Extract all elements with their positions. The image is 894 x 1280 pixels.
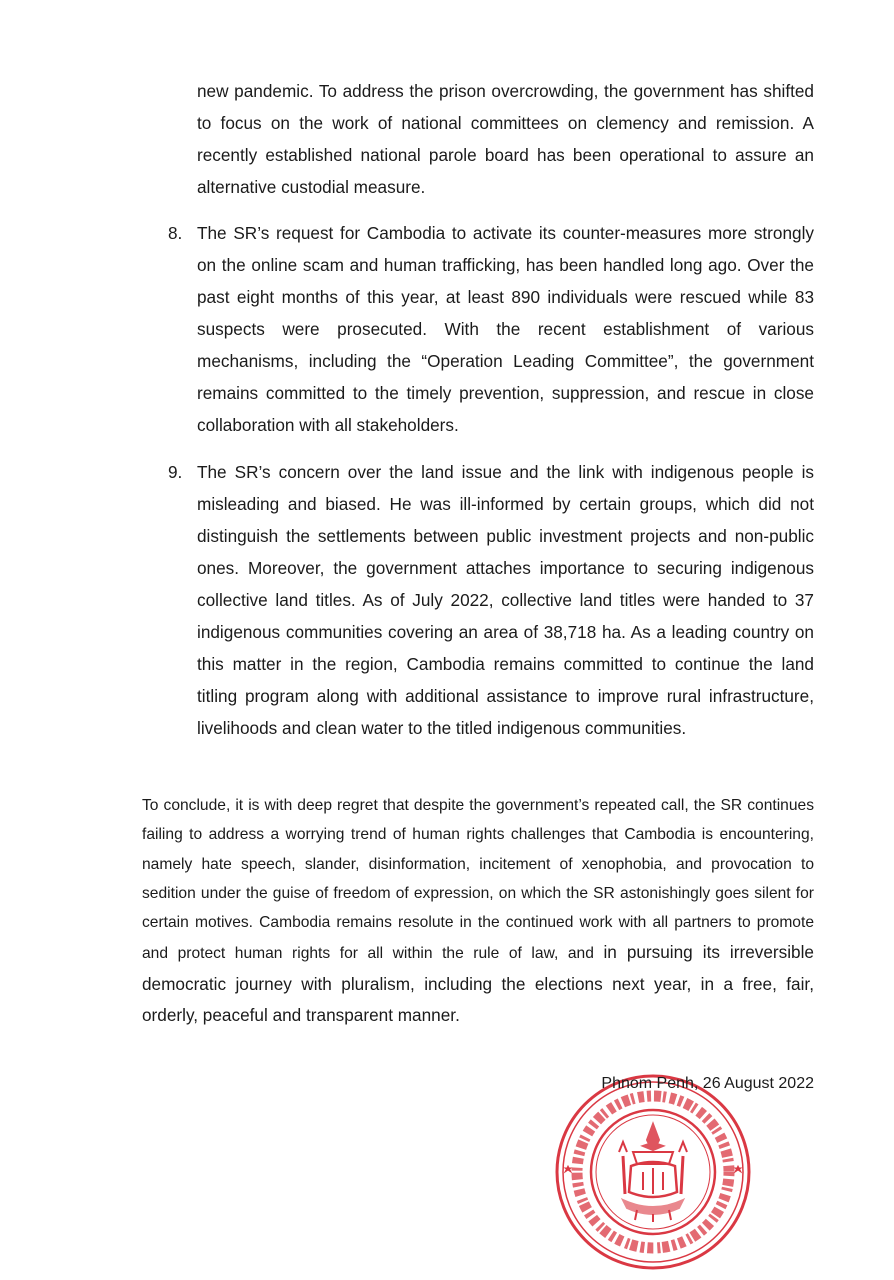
list-item-number: 8. [168,223,183,243]
list-item-text: The SR’s request for Cambodia to activate its counter-measures more strongly on the online scam and human trafficking, has been handled long ago. Over the past eight months of this year, at least 890 individuals were rescued while 83 suspects were prosecuted. With the recent establishment of various mechanisms, including the “Operation Leading Committee”, the government remains committed to the timely prevention, suppression, and rescue in close collaboration with all stakeholders. [197,223,814,435]
list-item-text: The SR’s concern over the land issue and the link with indigenous people is misleading and biased. He was ill-informed by certain groups, which did not distinguish the settlements between public investment projects and non-public ones. Moreover, the government attaches importance to securing indigenous collective land titles. As of July 2022, collective land titles were handed to 37 indigenous communities covering an area of 38,718 ha. As a leading country on this matter in the region, Cambodia remains committed to continue the land titling program along with additional assistance to improve rural infrastructure, livelihoods and clean water to the titled indigenous communities. [197,462,814,738]
list-item-number: 9. [168,462,183,482]
place-date: Phnom Penh, 26 August 2022 [601,1075,814,1092]
conclusion-paragraph [142,791,814,1032]
list-item-9 [160,456,814,744]
intro-paragraph: new pandemic. To address the prison overcrowding, the government has shifted to focus on the work of national committees on clemency and remission. A recently established national parole board has been operational to assure an alternative custodial measure. [197,81,814,197]
list-item-8 [160,217,814,441]
official-seal-icon [553,1072,753,1272]
conclusion-text-end: in pursuing its irreversible democratic journey with pluralism, including the elections next year, in a free, fair, orderly, peaceful and transparent manner. [142,942,814,1026]
conclusion-text: To conclude, it is with deep regret that despite the government’s repeated call, the SR continues failing to address a worrying trend of human rights challenges that Cambodia is encountering, namely hate speech, slander, disinformation, incitement of xenophobia, and provocation to sedition under the guise of freedom of expression, on which the SR astonishingly goes silent for certain motives. Cambodia remains resolute in the continued work with all partners to promote and protect human rights for all within the rule of law, and [142,797,814,963]
